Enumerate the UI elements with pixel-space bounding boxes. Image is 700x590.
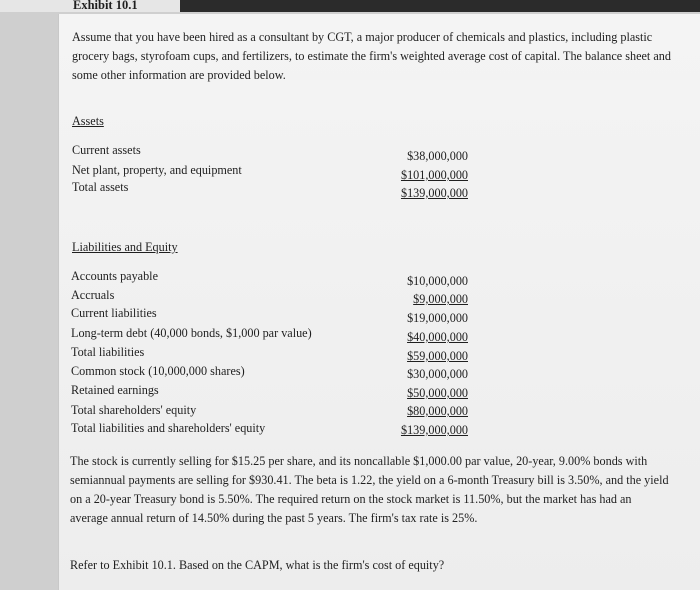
grand-total-label: Total liabilities and shareholders' equity — [71, 421, 266, 435]
equity-label-common-stock: Common stock (10,000,000 shares) — [71, 364, 245, 378]
exhibit-title: Exhibit 10.1 — [73, 0, 138, 12]
equity-value-total: $80,000,000 — [407, 404, 468, 418]
liab-label-accruals: Accruals — [71, 288, 115, 302]
liab-value-accounts-payable: $10,000,000 — [407, 274, 468, 288]
liab-label-accounts-payable: Accounts payable — [71, 269, 158, 283]
liab-value-long-term-debt: $40,000,000 — [407, 330, 468, 344]
liab-value-current: $19,000,000 — [407, 311, 468, 325]
liab-label-total: Total liabilities — [71, 345, 145, 359]
asset-value-current: $38,000,000 — [407, 149, 468, 163]
equity-value-common-stock: $30,000,000 — [407, 367, 468, 381]
liab-value-accruals: $9,000,000 — [413, 292, 468, 306]
outro-paragraph: The stock is currently selling for $15.25 per share, and its noncallable $1,000.00 par value, 20-year, 9.00% bonds with semiannual payments are selling for $930.41. The beta is 1.22, the yield on a 6-month Treasury bill is 3.50%, and the yield on a 20-year Treasury bond is 5.50%. The required return on the stock market is 11.50%, but the market has had an average annual return of 14.50% during the past 5 years. The firm's tax rate is 25%. — [70, 454, 669, 525]
intro-paragraph: Assume that you have been hired as a consultant by CGT, a major producer of chemicals and plastics, including plastic grocery bags, styrofoam cups, and fertilizers, to estimate the firm's weighted average cost of capital. The balance sheet and some other information are provided below. — [72, 30, 671, 82]
equity-label-total: Total shareholders' equity — [71, 403, 197, 417]
asset-label-current: Current assets — [72, 143, 141, 157]
equity-value-retained-earnings: $50,000,000 — [407, 386, 468, 400]
liab-value-total: $59,000,000 — [407, 349, 468, 363]
grand-total-value: $139,000,000 — [400, 423, 468, 437]
liab-label-long-term-debt: Long-term debt (40,000 bonds, $1,000 par value) — [71, 326, 312, 340]
asset-label-ppe: Net plant, property, and equipment — [72, 163, 242, 177]
question-text: Refer to Exhibit 10.1. Based on the CAPM, what is the firm's cost of equity? — [70, 558, 445, 572]
equity-label-retained-earnings: Retained earnings — [71, 383, 159, 397]
liabilities-heading: Liabilities and Equity — [72, 240, 178, 254]
assets-heading: Assets — [72, 114, 104, 128]
liab-label-current: Current liabilities — [71, 306, 157, 320]
asset-label-total: Total assets — [72, 180, 129, 194]
asset-value-ppe: $101,000,000 — [400, 168, 468, 182]
asset-value-total: $139,000,000 — [400, 186, 468, 200]
